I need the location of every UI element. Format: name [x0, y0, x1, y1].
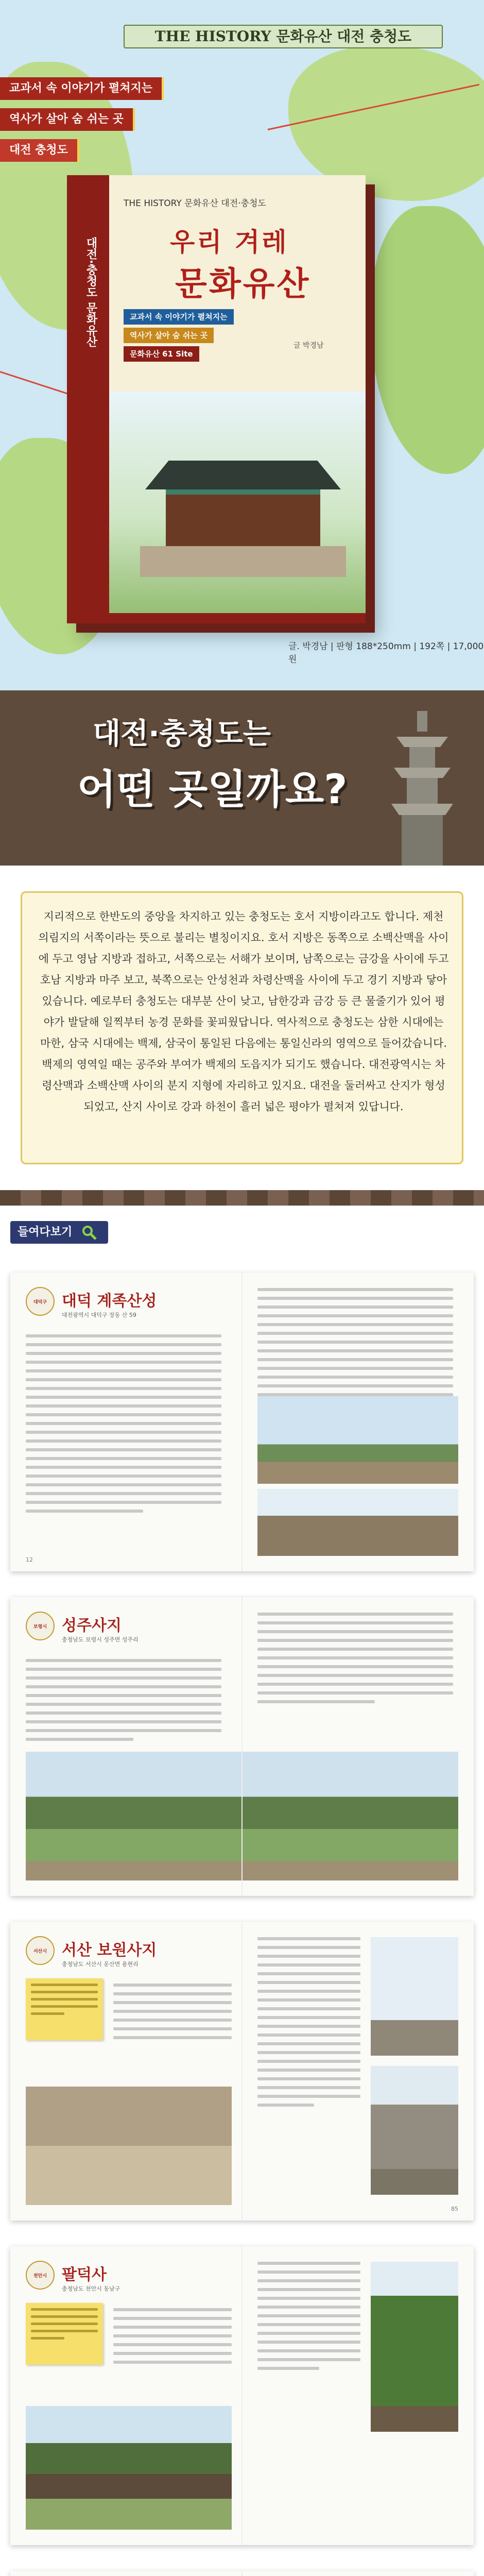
book-title-line1: 우리 겨레	[170, 227, 289, 257]
map-region	[371, 206, 484, 474]
spread-title: 성주사지	[62, 1617, 122, 1635]
intro-box	[21, 891, 463, 1164]
book-cover	[67, 175, 366, 623]
spread-photo	[371, 2262, 458, 2432]
spread-body-left	[113, 1984, 232, 2045]
spread-location: 충청남도 보령시 성주면 성주리	[62, 1636, 139, 1643]
book-author: 글 박경남	[293, 342, 324, 350]
spread-body-left	[113, 2308, 232, 2369]
spread-body-right	[257, 1288, 453, 1411]
book-footer-band	[109, 613, 366, 623]
spread-title: 서산 보원사지	[62, 1941, 157, 1959]
series-title: THE HISTORY 문화유산 대전 충청도	[124, 25, 443, 48]
spread-body-left	[26, 1334, 221, 1518]
book-spread-3	[10, 1922, 474, 2221]
question-line-1: 대전·충청도는	[93, 717, 271, 751]
intro-text: 지리적으로 한반도의 중앙을 차지하고 있는 충청도는 호서 지방이라고도 합니다. 제천 의림지의 서쪽이라는 뜻으로 불리는 별칭이지요. 호서 지방은 동쪽으로 소백산맥을 사이에 두고 영남 지방과 접하고, 서쪽으로는 서해가 보이며, 남쪽으로는 금강을 사이에 두고 호남 지방과 마주 보고, 북쪽으로는 안성천과 차령산맥을 사이에 두고 경기 지방과 닿아 있습니다. 예로부터 충청도는 대부분 산이 낮고, 남한강과 금강 등 큰 물줄기가 있어 평야가 발달해 일찍부터 농경 문화를 꽃피웠답니다. 역사적으로 충청도는 삼한 시대에는 마한, 삼국 시대에는 백제, 삼국이 통일된 다음에는 통일신라의 영역으로 들어갔습니다. 백제의 영역일 때는 공주와 부여가 백제의 도읍지가 되기도 했습니다. 대전광역시는 차령산맥과 소백산맥 사이의 분지 지형에 자리하고 있지요. 대전을 둘러싸고 산지가 형성되었고, 산지 사이로 강과 하천이 흘러 넓은 평야가 펼쳐져 있답니다.	[38, 910, 449, 1113]
spread-location: 충청남도 천안시 동남구	[62, 2285, 120, 2292]
spread-photo	[371, 2066, 458, 2195]
spread-photo	[26, 1752, 458, 1880]
spread-body-left	[26, 1659, 221, 1747]
book-title-line2: 문화유산	[175, 265, 311, 303]
book-illustration	[109, 392, 366, 623]
page-number: 85	[451, 2206, 458, 2212]
pavilion-roof	[145, 453, 341, 489]
page-number: 12	[26, 1556, 33, 1563]
spread-body-right	[257, 2262, 360, 2376]
book-spread-2	[10, 1597, 474, 1896]
question-banner	[0, 690, 484, 866]
book-spread-5	[10, 2571, 474, 2576]
book-spread-1	[10, 1273, 474, 1571]
peek-label	[10, 1221, 108, 1244]
magnifier-icon	[81, 1225, 97, 1240]
spread-location: 대전광역시 대덕구 장동 산 59	[62, 1312, 136, 1318]
spine-title: 대전·충청도 문화유산	[84, 237, 97, 348]
book-spine	[67, 175, 109, 623]
pagoda-icon	[391, 701, 453, 866]
spread-body-right	[257, 1937, 360, 2112]
sticky-note	[26, 2303, 103, 2365]
spread-body-right	[257, 1613, 453, 1709]
book-spread-4	[10, 2246, 474, 2545]
hero-tag-1: 교과서 속 이야기가 펼쳐지는	[0, 77, 164, 100]
hero-tag-2: 역사가 살아 숨 쉬는 곳	[0, 108, 135, 131]
pavilion-hall	[166, 489, 320, 546]
spread-location: 충청남도 서산시 운산면 용현리	[62, 1961, 139, 1968]
book-series: THE HISTORY 문화유산 대전·충청도	[124, 198, 266, 209]
spread-photo	[26, 2406, 232, 2530]
spread-badge: 대덕구	[26, 1287, 55, 1316]
book-tag-3: 문화유산 61 Site	[124, 346, 199, 362]
spread-title: 대덕 계족산성	[62, 1292, 157, 1310]
question-line-2: 어떤 곳일까요?	[77, 767, 348, 813]
spread-badge: 천안시	[26, 2261, 55, 2290]
spread-badge: 보령시	[26, 1612, 55, 1640]
spread-photo	[371, 1937, 458, 2056]
pavilion-stairs	[140, 546, 346, 577]
book-info: 글. 박경남 | 판형 188*250mm | 192쪽 | 17,000원	[288, 641, 484, 665]
book-tag-2: 역사가 살아 숨 쉬는 곳	[124, 328, 214, 343]
spread-title: 팔덕사	[62, 2266, 107, 2284]
book-tag-1: 교과서 속 이야기가 펼쳐지는	[124, 309, 234, 325]
spread-photo	[26, 2087, 232, 2205]
hero-tag-3: 대전 충청도	[0, 139, 79, 162]
spread-photo	[257, 1489, 458, 1556]
hero-banner	[0, 0, 484, 690]
peek-label-text: 들여다보기	[18, 1226, 73, 1239]
spread-badge: 서산시	[26, 1936, 55, 1965]
sticky-note	[26, 1978, 103, 2040]
pattern-divider	[0, 1190, 484, 1206]
spread-photo	[257, 1396, 458, 1484]
